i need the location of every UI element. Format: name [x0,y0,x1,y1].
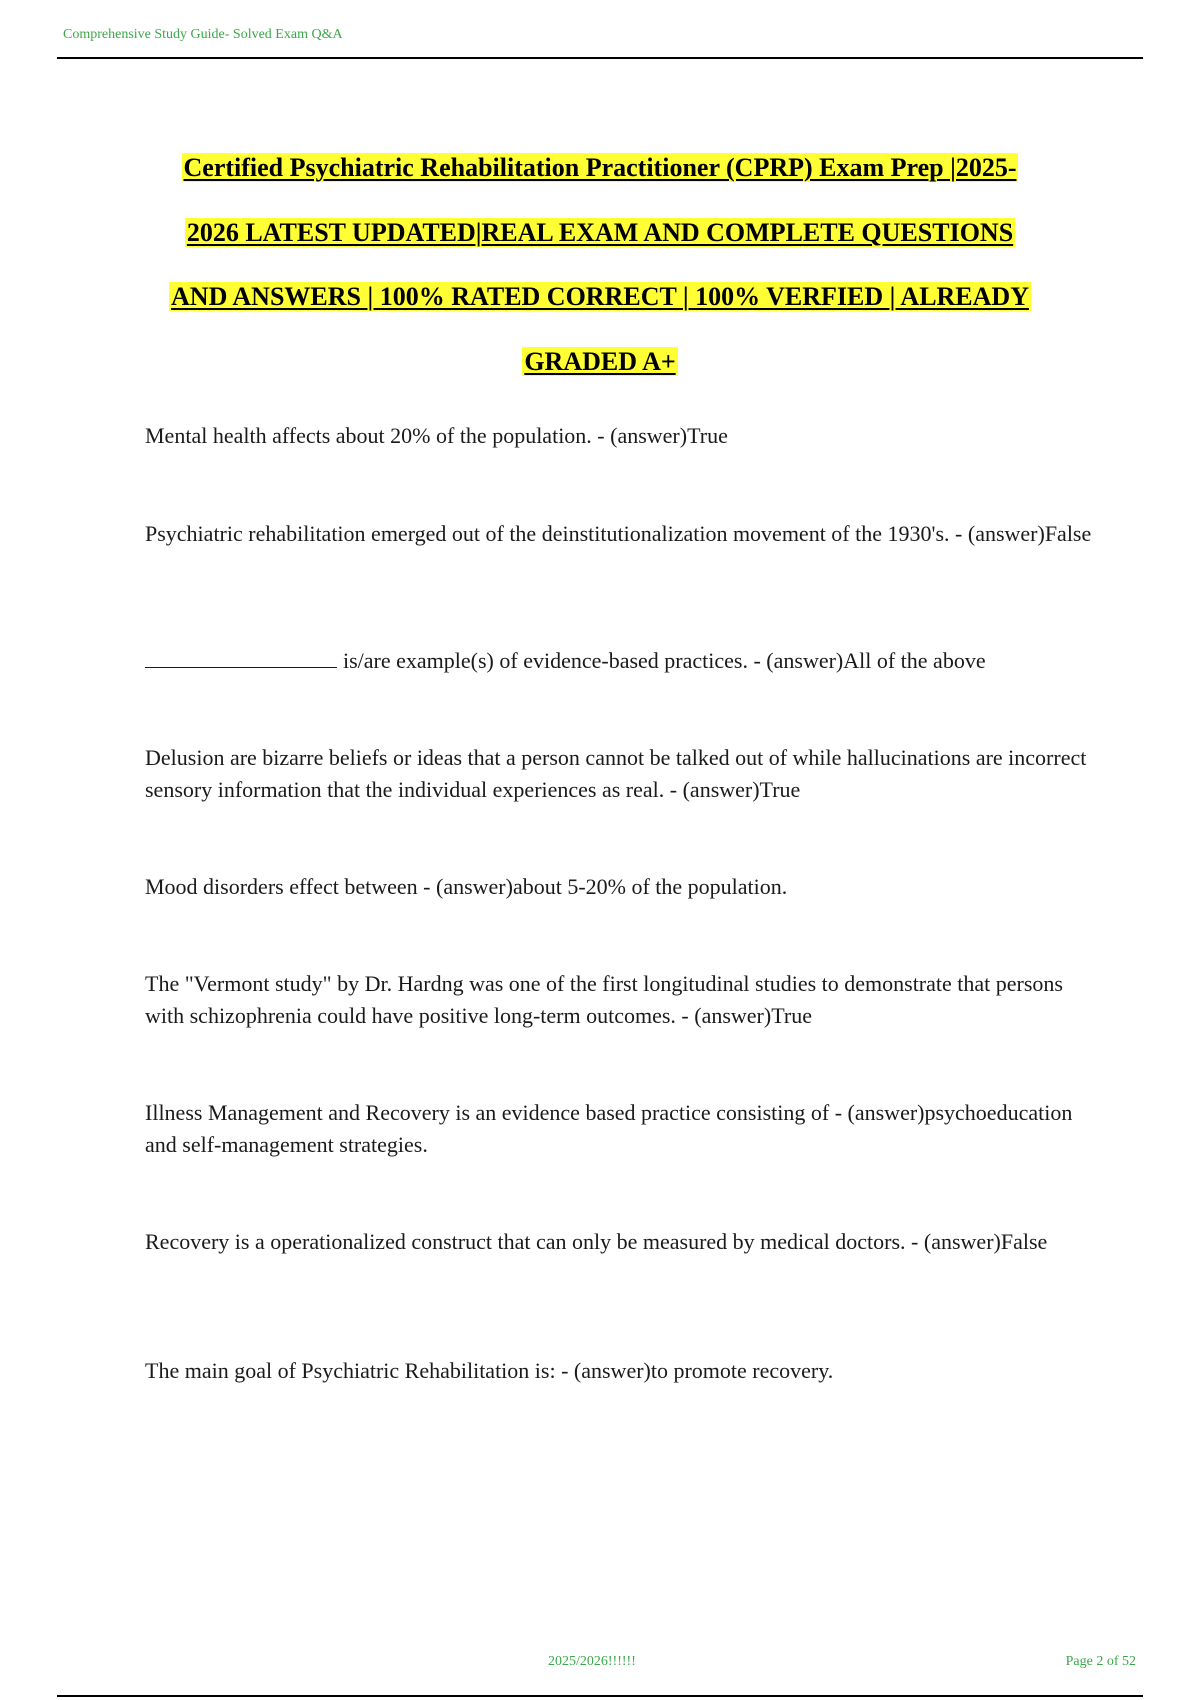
title-line-3: AND ANSWERS | 100% RATED CORRECT | 100% VERFIED | ALREADY [171,282,1029,311]
question-1 [145,420,1095,452]
fill-in-blank [145,647,337,668]
question-text: Mood disorders effect between - (answer)about 5-20% of the population. [145,874,788,899]
question-7 [145,1097,1095,1161]
question-3 [145,645,1095,677]
question-text: is/are example(s) of evidence-based practices. - (answer)All of the above [343,648,986,673]
question-8 [145,1226,1095,1258]
question-text: Psychiatric rehabilitation emerged out of the deinstitutionalization movement of the 1930's. - (answer)False [145,521,1092,546]
question-text: Mental health affects about 20% of the population. - (answer)True [145,423,728,448]
footer-year-text: 2025/2026!!!!!! [548,1654,636,1669]
document-title [120,136,1080,394]
question-2 [145,518,1095,550]
title-line-1: Certified Psychiatric Rehabilitation Practitioner (CPRP) Exam Prep |2025- [183,153,1017,182]
page-header [57,25,1143,59]
question-6 [145,968,1095,1032]
question-4 [145,742,1095,806]
footer-divider [57,1695,1143,1697]
header-text: Comprehensive Study Guide- Solved Exam Q&A [63,27,343,42]
question-text: Illness Management and Recovery is an evidence based practice consisting of - (answer)psychoeducation and self-management strategies. [145,1100,1073,1157]
question-5 [145,871,1095,903]
question-text: Recovery is a operationalized construct that can only be measured by medical doctors. - (answer)False [145,1229,1048,1254]
title-line-2: 2026 LATEST UPDATED|REAL EXAM AND COMPLETE QUESTIONS [186,217,1014,247]
question-text: Delusion are bizarre beliefs or ideas that a person cannot be talked out of while hallucinations are incorrect sensory information that the individual experiences as real. - (answer)True [145,745,1087,802]
page-number: Page 2 of 52 [1065,1654,1136,1669]
question-text: The main goal of Psychiatric Rehabilitation is: - (answer)to promote recovery. [145,1358,834,1383]
question-9 [145,1355,1095,1387]
title-line-4: GRADED A+ [524,346,676,376]
question-text: The "Vermont study" by Dr. Hardng was one of the first longitudinal studies to demonstrate that persons with schizophrenia could have positive long-term outcomes. - (answer)True [145,971,1063,1028]
